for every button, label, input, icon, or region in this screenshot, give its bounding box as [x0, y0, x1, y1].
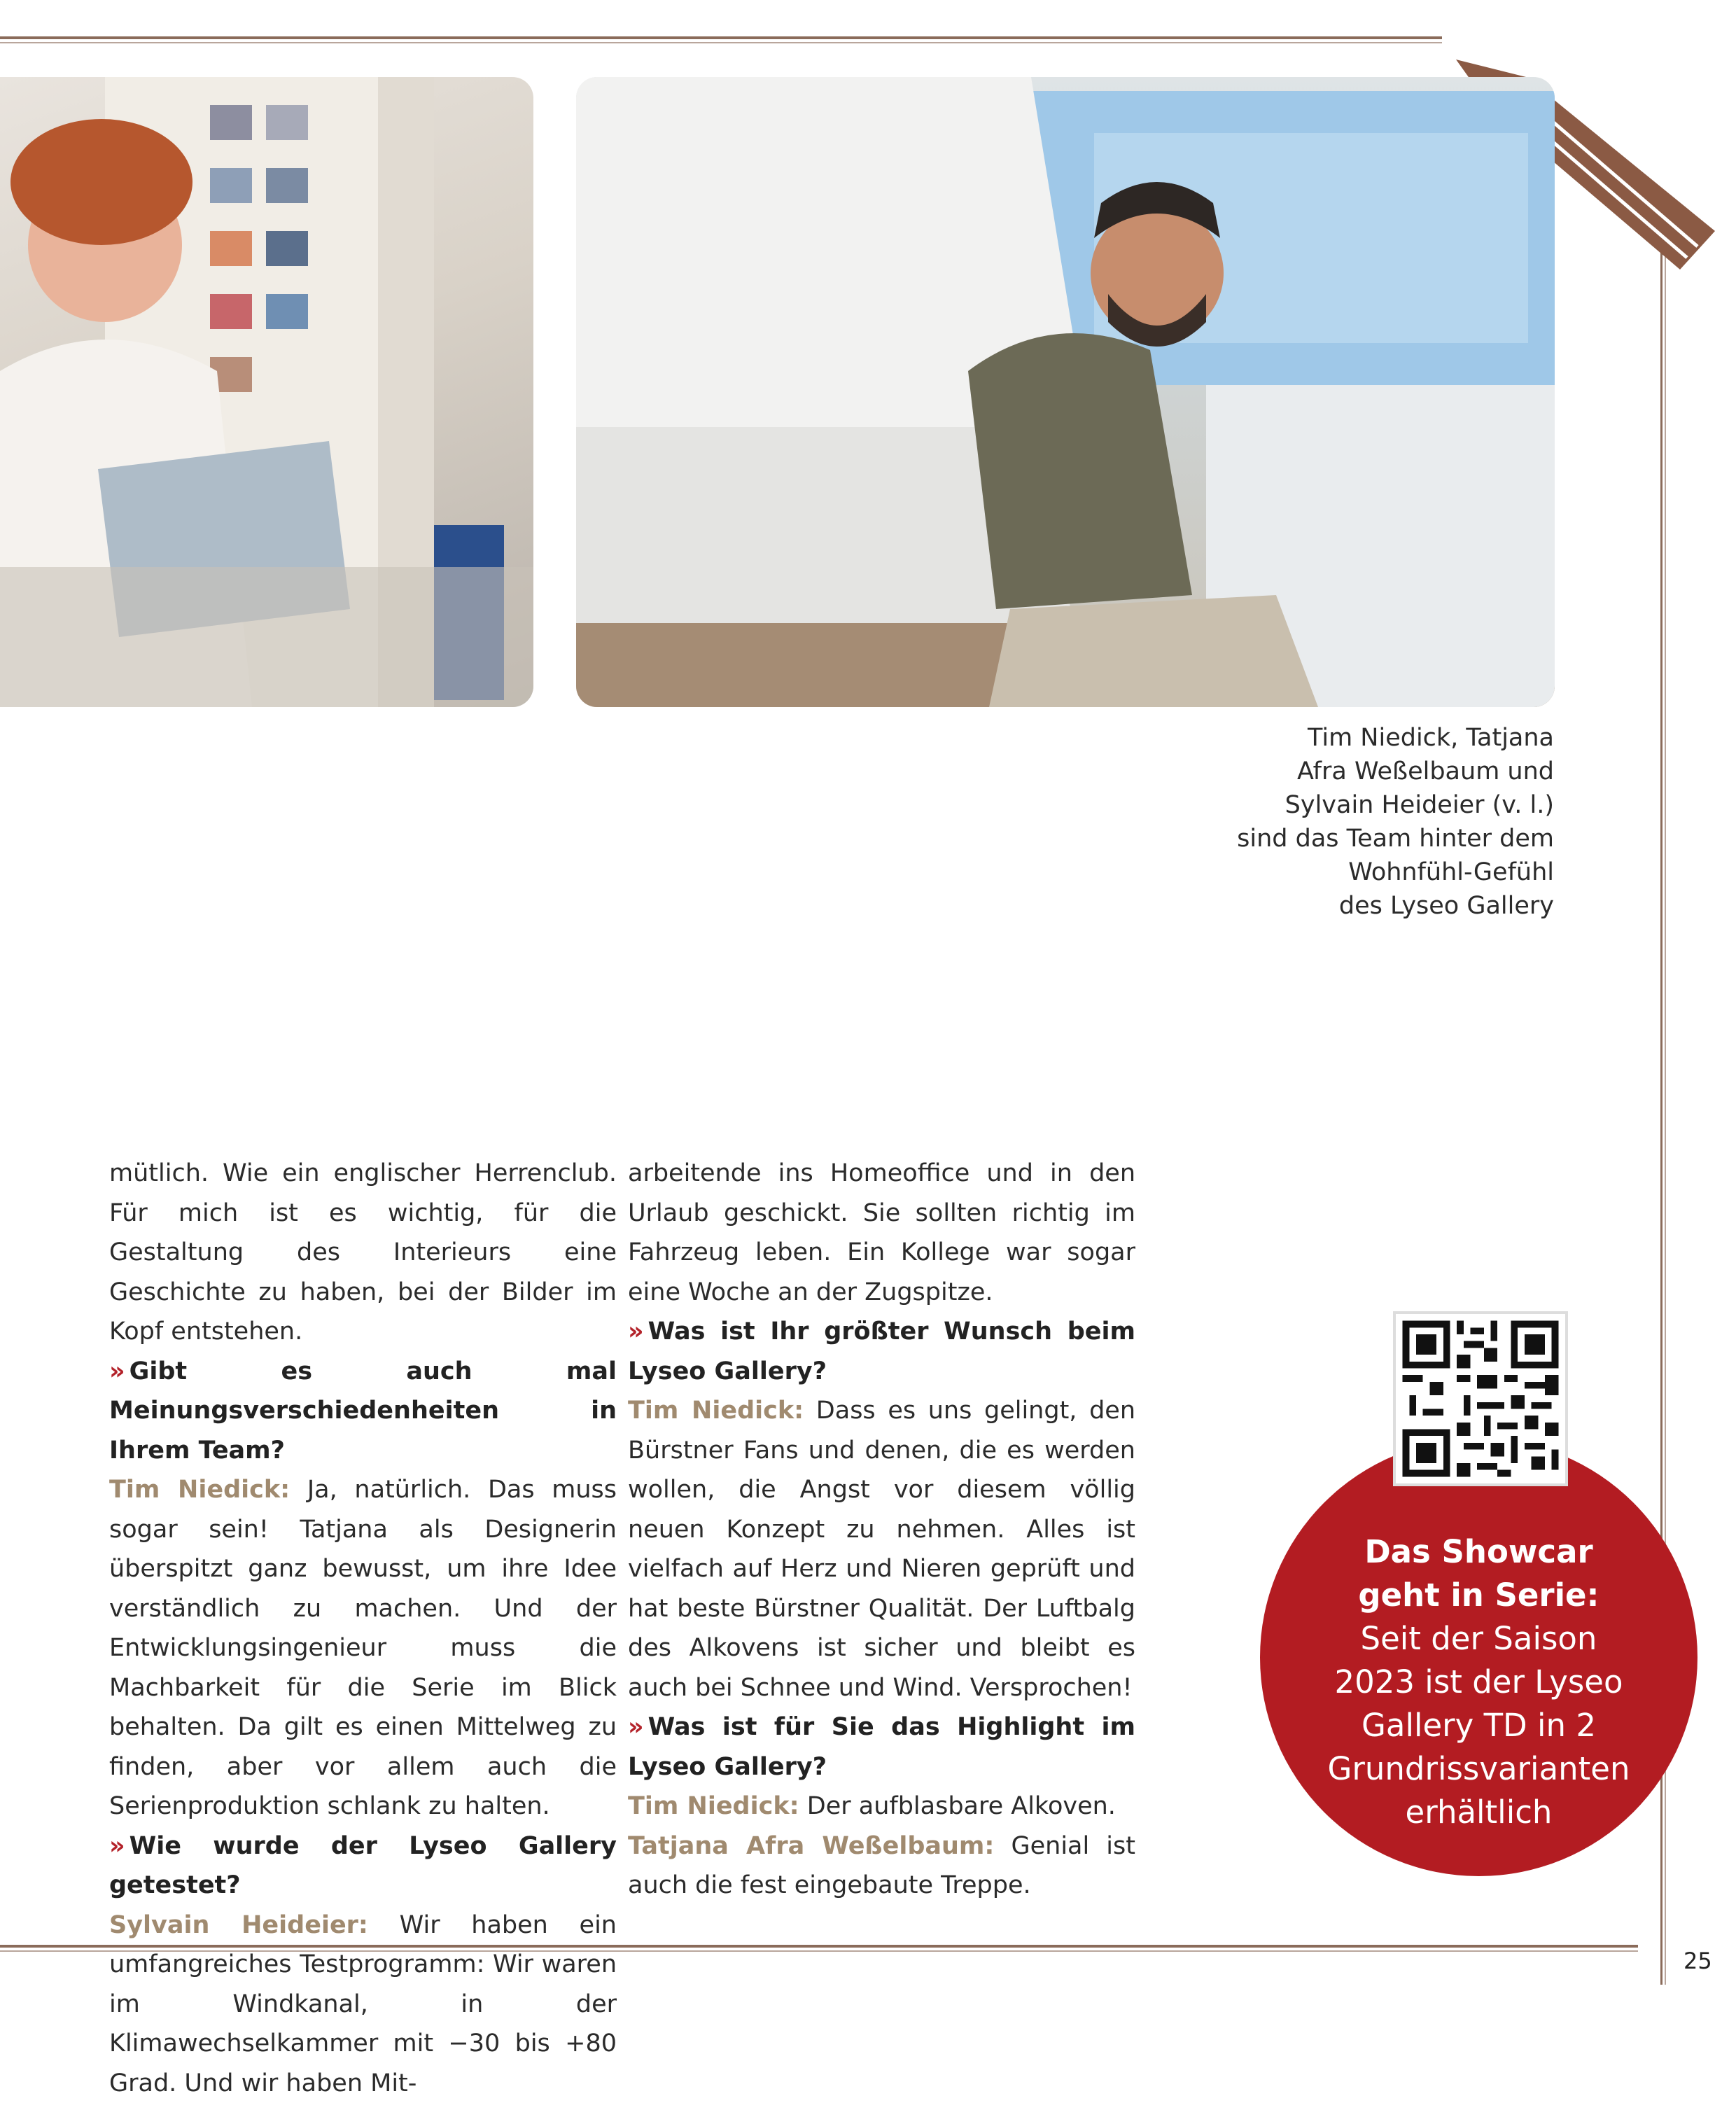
caption-line: des Lyseo Gallery — [1190, 889, 1554, 923]
speaker-name: Tim Niedick: — [109, 1476, 290, 1504]
frame-top-line — [0, 36, 1442, 39]
caption-line: Tim Niedick, Tatjana — [1190, 721, 1554, 755]
paragraph: mütlich. Wie ein englischer Herrenclub. Für mich ist es wichtig, für die Gestaltung des Interieurs eine Geschichte zu haben, bei der Bilder im Kopf entstehen. — [109, 1154, 617, 1352]
page-number: 25 — [1684, 1948, 1712, 1974]
article-column-2 — [628, 1154, 1135, 1906]
double-chevron-icon: » — [628, 1318, 644, 1346]
double-chevron-icon: » — [628, 1713, 644, 1741]
interview-answer: Sylvain Heideier: Wir haben ein umfangreiches Testprogramm: Wir waren im Windkanal, in der Klimawechselkammer mit −30 bis +80 Grad. Und wir haben Mit- — [109, 1906, 617, 2103]
interview-question: » Gibt es auch mal Meinungsverschiedenheiten in Ihrem Team? — [109, 1352, 617, 1471]
interview-answer: Tim Niedick: Der aufblasbare Alkoven. — [628, 1787, 1135, 1826]
speaker-name: Tatjana Afra Weßelbaum: — [628, 1832, 994, 1860]
double-chevron-icon: » — [109, 1357, 125, 1385]
interview-question: » Wie wurde der Lyseo Gallery getestet? — [109, 1826, 617, 1906]
interview-question: » Was ist Ihr größter Wunsch beim Lyseo Gallery? — [628, 1312, 1135, 1391]
speaker-name: Tim Niedick: — [628, 1792, 799, 1820]
interview-answer: Tim Niedick: Ja, natürlich. Das muss sogar sein! Tatjana als Designerin überspitzt ganz bewusst, um ihre Idee verständlich zu machen. Und der Entwicklungsingenieur muss die Machbarkeit für die Serie im Blick behalten. Da gilt es einen Mittelweg zu finden, aber vor allem auch die Serienproduktion schlank zu halten. — [109, 1470, 617, 1826]
interview-answer: Tatjana Afra Weßelbaum: Genial ist auch die fest eingebaute Treppe. — [628, 1826, 1135, 1906]
showcar-badge — [1260, 1439, 1698, 1876]
qr-code[interactable] — [1393, 1311, 1568, 1486]
frame-top-line-inner — [0, 42, 1442, 43]
interview-answer: Tim Niedick: Dass es uns gelingt, den Bürstner Fans und denen, die es werden wollen, die Angst vor diesem völlig neuen Konzept zu nehmen. Alles ist vielfach auf Herz und Nieren geprüft und hat beste Bürstner Qualität. Der Luftbalg des Alkovens ist sicher und bleibt es auch bei Schnee und Wind. Versprochen! — [628, 1391, 1135, 1707]
caption-line: Wohnfühl-Gefühl — [1190, 855, 1554, 889]
photo-engineer — [576, 77, 1555, 707]
interview-question: » Was ist für Sie das Highlight im Lyseo Gallery? — [628, 1707, 1135, 1787]
photo-caption — [1190, 721, 1554, 923]
badge-text: Das Showcar geht in Serie: Seit der Saison 2023 ist der Lyseo Gallery TD in 2 Grundrissvarianten erhältlich — [1325, 1530, 1633, 1834]
speaker-name: Tim Niedick: — [628, 1397, 804, 1425]
article-column-1 — [109, 1154, 617, 2103]
caption-line: Sylvain Heideier (v. l.) — [1190, 788, 1554, 822]
double-chevron-icon: » — [109, 1832, 125, 1860]
speaker-name: Sylvain Heideier: — [109, 1911, 368, 1939]
paragraph: arbeitende ins Homeoffice und in den Urlaub geschickt. Sie sollten richtig im Fahrzeug leben. Ein Kollege war sogar eine Woche an der Zugspitze. — [628, 1154, 1135, 1312]
caption-line: sind das Team hinter dem — [1190, 822, 1554, 855]
caption-line: Afra Weßelbaum und — [1190, 755, 1554, 788]
photo-designer — [0, 77, 533, 707]
